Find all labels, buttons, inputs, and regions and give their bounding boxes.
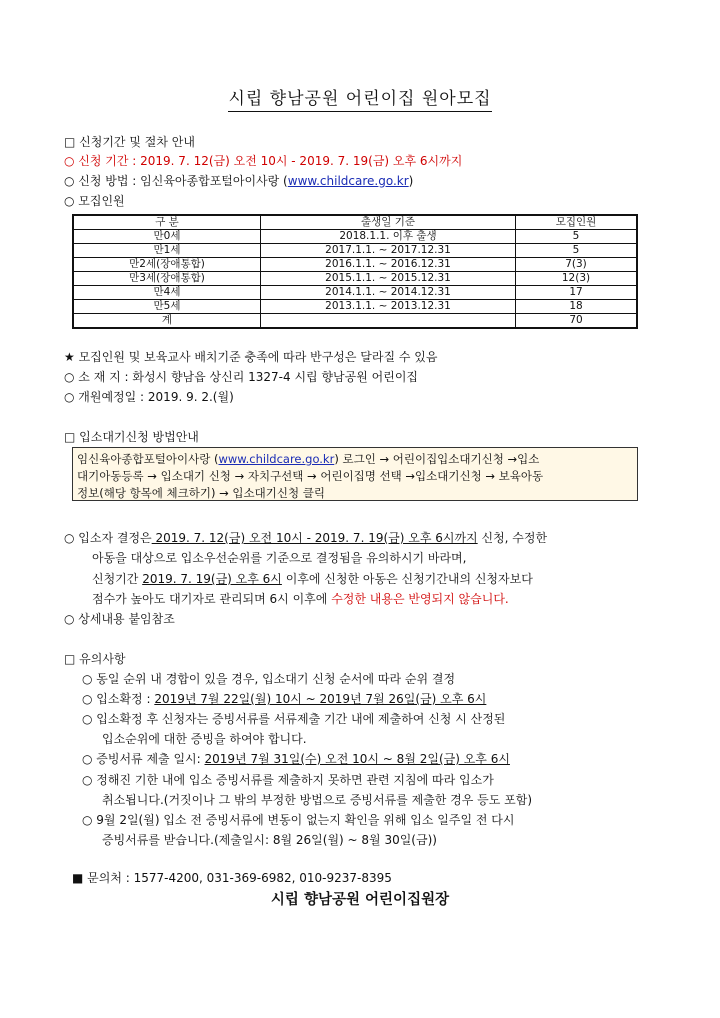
deadline-date: 2019. 7. 19(금) 오후 6시 — [142, 572, 282, 586]
cell-total-empty — [261, 314, 516, 329]
cell-capacity: 18 — [516, 300, 638, 314]
table-total-row — [73, 314, 637, 329]
recruitment-table — [72, 214, 638, 329]
cell-category: 만4세 — [73, 286, 261, 300]
table-row — [73, 272, 637, 286]
admission-decision-line-2: 아동을 대상으로 입소우선순위를 기준으로 결정됨을 유의하시기 바라며, — [92, 551, 467, 565]
notice-item-6-cont: 증빙서류를 받습니다.(제출일시: 8월 26일(월) ~ 8월 30일(금)) — [102, 833, 437, 847]
table-header-row — [73, 215, 637, 230]
confirm-period: 2019년 7월 22일(월) 10시 ~ 2019년 7월 26일(금) 오후 6시 — [154, 692, 487, 706]
submission-label: ○ 증빙서류 제출 일시: — [82, 752, 205, 766]
procedure-line-1 — [77, 451, 633, 468]
cell-capacity: 12(3) — [516, 272, 638, 286]
cell-total-capacity: 70 — [516, 314, 638, 329]
director-signature: 시립 향남공원 어린이집원장 — [270, 892, 450, 908]
class-composition-note: ★ 모집인원 및 보육교사 배치기준 충족에 따라 반구성은 달라질 수 있음 — [64, 350, 438, 364]
notice-item-2 — [82, 690, 486, 707]
notice-item-6: ○ 9월 2일(월) 입소 전 증빙서류에 변동이 없는지 확인을 위해 입소 일주일 전 다시 — [82, 813, 515, 827]
procedure-line-3: 정보(해당 항목에 체크하기) → 입소대기신청 클릭 — [77, 486, 325, 500]
notice-item-4 — [82, 750, 510, 767]
notice-item-1: ○ 동일 순위 내 경합이 있을 경우, 입소대기 신청 순서에 따라 순위 결정 — [82, 672, 456, 686]
cell-total-label: 계 — [73, 314, 261, 329]
table-row — [73, 286, 637, 300]
procedure-line-2: 대기아동등록 → 입소대기 신청 → 자치구선택 → 어린이집명 선택 →입소대기신청 → 보육아동 — [77, 469, 544, 483]
table-row — [73, 258, 637, 272]
section-application-header: □ 신청기간 및 절차 안내 — [64, 135, 195, 149]
admission-decision-line-3 — [92, 570, 533, 587]
admission-decision-line-1 — [64, 529, 547, 546]
header-capacity: 모집인원 — [516, 215, 638, 230]
confirm-label: ○ 입소확정 : — [82, 692, 155, 706]
cell-category: 만1세 — [73, 244, 261, 258]
header-category: 구 분 — [73, 215, 261, 230]
procedure-prefix: 임신육아종합포털아이사랑 ( — [77, 452, 219, 466]
notice-item-3-cont: 입소순위에 대한 증빙을 하여야 합니다. — [102, 732, 307, 746]
cell-birthdate: 2014.1.1. ~ 2014.12.31 — [261, 286, 516, 300]
cell-birthdate: 2015.1.1. ~ 2015.12.31 — [261, 272, 516, 286]
deadline-intro: 신청기간 — [92, 572, 143, 586]
waitlist-procedure-box — [72, 447, 638, 501]
waitlist-note: 점수가 높아도 대기자로 관리되며 6시 이후에 — [92, 592, 332, 606]
table-row — [73, 300, 637, 314]
details-reference: ○ 상세내용 붙임참조 — [64, 612, 175, 626]
section-waitlist-header: □ 입소대기신청 방법안내 — [64, 430, 199, 444]
cell-capacity: 7(3) — [516, 258, 638, 272]
cell-capacity: 17 — [516, 286, 638, 300]
notice-item-3: ○ 입소확정 후 신청자는 증빙서류를 서류제출 기간 내에 제출하여 신청 시 산정된 — [82, 712, 506, 726]
cell-category: 만3세(장애통합) — [73, 272, 261, 286]
contact-line: ■ 문의처 : 1577-4200, 031-369-6982, 010-9237-8395 — [72, 871, 392, 885]
address-line: ○ 소 재 지 : 화성시 향남읍 상신리 1327-4 시립 향남공원 어린이집 — [64, 370, 419, 384]
cell-birthdate: 2017.1.1. ~ 2017.12.31 — [261, 244, 516, 258]
cell-capacity: 5 — [516, 244, 638, 258]
cell-birthdate: 2013.1.1. ~ 2013.12.31 — [261, 300, 516, 314]
application-method-close: ) — [408, 174, 414, 188]
cell-birthdate: 2018.1.1. 이후 출생 — [261, 230, 516, 244]
document-title: 시립 향남공원 어린이집 원아모집 — [0, 84, 720, 109]
notice-item-5-cont: 취소됩니다.(거짓이나 그 밖의 부정한 방법으로 증빙서류를 제출한 경우 등도 포함) — [102, 793, 533, 807]
procedure-suffix: ) 로그인 → 어린이집입소대기신청 →입소 — [334, 452, 540, 466]
notice-item-5: ○ 정해진 기한 내에 입소 증빙서류를 제출하지 못하면 관련 지침에 따라 입소가 — [82, 773, 494, 787]
not-reflected-warning: 수정한 내용은 반영되지 않습니다. — [331, 592, 509, 606]
cell-category: 만0세 — [73, 230, 261, 244]
submission-period: 2019년 7월 31일(수) 오전 10시 ~ 8월 2일(금) 오후 6시 — [204, 752, 510, 766]
application-method-label: ○ 신청 방법 : 임신육아종합포털아이사랑 ( — [64, 174, 288, 188]
application-method — [64, 172, 413, 189]
admission-decision-line-4 — [92, 590, 509, 607]
decision-tail: 신청, 수정한 — [477, 531, 548, 545]
header-birthdate: 출생일 기준 — [261, 215, 516, 230]
table-row — [73, 230, 637, 244]
application-period: ○ 신청 기간 : 2019. 7. 12(금) 오전 10시 - 2019. 7. 19(금) 오후 6시까지 — [64, 154, 463, 168]
section-notice-header: □ 유의사항 — [64, 652, 126, 666]
decision-intro: ○ 입소자 결정은 — [64, 531, 152, 545]
decision-period: 2019. 7. 12(금) 오전 10시 - 2019. 7. 19(금) 오후 6시까지 — [151, 531, 478, 545]
deadline-tail: 이후에 신청한 아동은 신청기간내의 신청자보다 — [281, 572, 533, 586]
table-row — [73, 244, 637, 258]
cell-birthdate: 2016.1.1. ~ 2016.12.31 — [261, 258, 516, 272]
cell-capacity: 5 — [516, 230, 638, 244]
opening-date-line: ○ 개원예정일 : 2019. 9. 2.(월) — [64, 390, 234, 404]
recruit-label: ○ 모집인원 — [64, 194, 125, 208]
cell-category: 만2세(장애통합) — [73, 258, 261, 272]
childcare-link-box[interactable]: www.childcare.go.kr — [218, 452, 335, 466]
childcare-link[interactable]: www.childcare.go.kr — [287, 174, 409, 188]
cell-category: 만5세 — [73, 300, 261, 314]
